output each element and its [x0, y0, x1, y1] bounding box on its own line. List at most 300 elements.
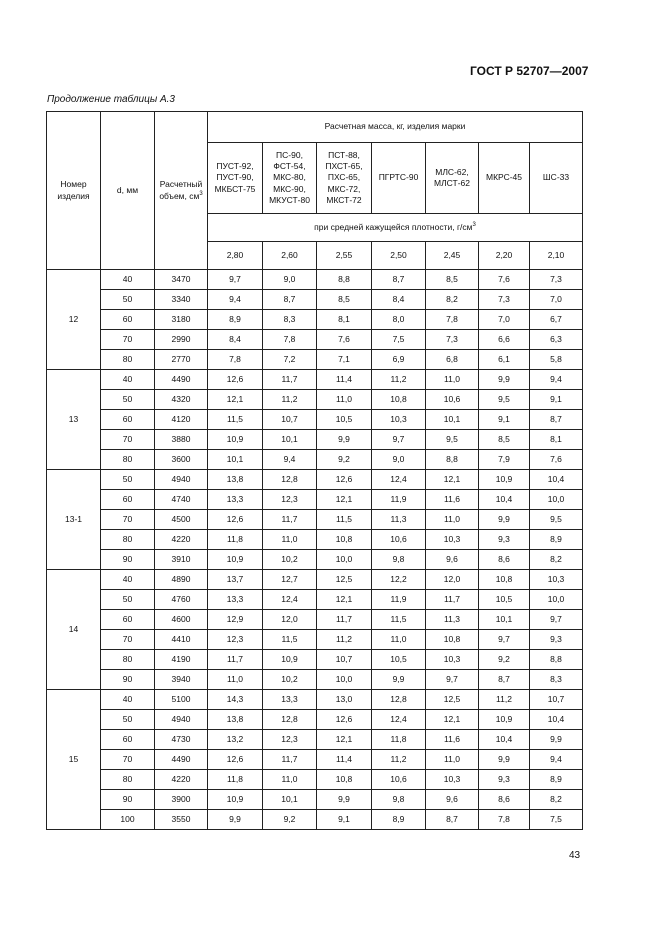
mass-cell: 12,4	[263, 590, 317, 610]
mass-cell: 10,4	[479, 730, 530, 750]
table-row	[47, 810, 583, 830]
mass-cell: 12,0	[263, 610, 317, 630]
mass-cell: 10,6	[372, 530, 426, 550]
table-row	[47, 590, 583, 610]
mass-cell: 9,2	[479, 650, 530, 670]
mass-cell: 8,7	[530, 410, 583, 430]
mass-cell: 9,9	[317, 790, 372, 810]
diameter-cell: 80	[101, 450, 155, 470]
volume-cell: 3900	[155, 790, 208, 810]
page-number: 43	[569, 850, 581, 861]
mass-cell: 12,5	[317, 570, 372, 590]
table-row	[47, 630, 583, 650]
mass-cell: 10,1	[479, 610, 530, 630]
mass-cell: 10,4	[530, 710, 583, 730]
table-caption: Продолжение таблицы А.3	[47, 94, 175, 105]
mass-cell: 12,1	[426, 470, 479, 490]
mass-cell: 12,9	[208, 610, 263, 630]
item-number-cell: 12	[47, 270, 101, 370]
mass-cell: 12,6	[208, 510, 263, 530]
mass-cell: 12,7	[263, 570, 317, 590]
mass-cell: 11,7	[263, 370, 317, 390]
mass-cell: 6,3	[530, 330, 583, 350]
table-row	[47, 690, 583, 710]
item-number-cell: 15	[47, 690, 101, 830]
mass-cell: 10,2	[263, 550, 317, 570]
volume-cell: 4940	[155, 470, 208, 490]
mass-cell: 11,0	[426, 370, 479, 390]
table-row	[47, 730, 583, 750]
mass-cell: 12,4	[372, 470, 426, 490]
mass-cell: 10,9	[263, 650, 317, 670]
diameter-cell: 40	[101, 570, 155, 590]
mass-cell: 5,8	[530, 350, 583, 370]
mass-cell: 7,9	[479, 450, 530, 470]
mass-cell: 7,3	[530, 270, 583, 290]
mass-cell: 9,5	[479, 390, 530, 410]
mass-cell: 11,5	[263, 630, 317, 650]
diameter-cell: 40	[101, 690, 155, 710]
mass-cell: 10,8	[372, 390, 426, 410]
diameter-cell: 50	[101, 290, 155, 310]
mass-cell: 12,6	[208, 750, 263, 770]
diameter-cell: 60	[101, 490, 155, 510]
item-number-cell: 13	[47, 370, 101, 470]
mass-cell: 9,0	[372, 450, 426, 470]
table-row	[47, 350, 583, 370]
mass-cell: 9,3	[479, 530, 530, 550]
mass-cell: 11,9	[372, 590, 426, 610]
mass-table	[46, 111, 583, 830]
mass-cell: 10,5	[372, 650, 426, 670]
mass-cell: 7,0	[479, 310, 530, 330]
mass-cell: 11,7	[426, 590, 479, 610]
diameter-cell: 50	[101, 590, 155, 610]
mass-cell: 13,8	[208, 710, 263, 730]
mass-cell: 10,6	[426, 390, 479, 410]
mark-header: ПСТ-88, ПХСТ-65, ПХС-65, МКС-72, МКСТ-72	[317, 143, 372, 214]
mark-header: МКРС-45	[479, 143, 530, 214]
mass-cell: 8,6	[479, 550, 530, 570]
mass-cell: 12,1	[426, 710, 479, 730]
diameter-cell: 90	[101, 670, 155, 690]
mass-cell: 8,4	[372, 290, 426, 310]
mass-cell: 7,6	[317, 330, 372, 350]
document-id: ГОСТ Р 52707—2007	[470, 64, 589, 78]
mass-cell: 10,5	[479, 590, 530, 610]
volume-cell: 2770	[155, 350, 208, 370]
mass-cell: 10,8	[317, 530, 372, 550]
mass-cell: 7,2	[263, 350, 317, 370]
mark-header: ПГРТС-90	[372, 143, 426, 214]
diameter-cell: 80	[101, 530, 155, 550]
mass-cell: 9,4	[263, 450, 317, 470]
mass-cell: 12,5	[426, 690, 479, 710]
mass-cell: 9,3	[530, 630, 583, 650]
mass-cell: 12,1	[317, 730, 372, 750]
mass-cell: 10,3	[530, 570, 583, 590]
density-value: 2,50	[372, 242, 426, 270]
mass-cell: 9,9	[479, 370, 530, 390]
mass-cell: 12,4	[372, 710, 426, 730]
volume-cell: 3470	[155, 270, 208, 290]
mass-cell: 11,5	[208, 410, 263, 430]
density-value: 2,45	[426, 242, 479, 270]
mass-cell: 11,0	[317, 390, 372, 410]
mass-cell: 12,3	[263, 490, 317, 510]
mass-cell: 6,1	[479, 350, 530, 370]
mass-cell: 13,3	[208, 490, 263, 510]
table-row	[47, 610, 583, 630]
mass-cell: 12,8	[372, 690, 426, 710]
table-row	[47, 370, 583, 390]
diameter-cell: 70	[101, 750, 155, 770]
mass-cell: 6,9	[372, 350, 426, 370]
mass-cell: 10,3	[426, 650, 479, 670]
mass-cell: 9,4	[208, 290, 263, 310]
volume-cell: 3340	[155, 290, 208, 310]
mass-cell: 9,4	[530, 370, 583, 390]
mass-cell: 11,2	[372, 750, 426, 770]
diameter-cell: 90	[101, 550, 155, 570]
mass-cell: 8,5	[426, 270, 479, 290]
diameter-cell: 60	[101, 410, 155, 430]
table-row	[47, 710, 583, 730]
col-header-volume: Расчетный объем, $см^3$	[155, 112, 208, 270]
mass-cell: 6,6	[479, 330, 530, 350]
table-row	[47, 490, 583, 510]
volume-cell: 3180	[155, 310, 208, 330]
mass-cell: 7,5	[372, 330, 426, 350]
table-row	[47, 310, 583, 330]
mark-header: МЛС-62, МЛСТ-62	[426, 143, 479, 214]
mass-cell: 9,1	[479, 410, 530, 430]
table-row	[47, 390, 583, 410]
mass-cell: 8,7	[263, 290, 317, 310]
mass-cell: 9,2	[263, 810, 317, 830]
mass-cell: 10,0	[530, 490, 583, 510]
mass-title: Расчетная масса, кг, изделия марки	[208, 112, 583, 143]
mass-cell: 10,9	[208, 790, 263, 810]
mass-cell: 7,6	[479, 270, 530, 290]
table-row	[47, 550, 583, 570]
diameter-cell: 80	[101, 650, 155, 670]
volume-cell: 4490	[155, 370, 208, 390]
mass-cell: 9,8	[372, 550, 426, 570]
mass-cell: 11,4	[317, 370, 372, 390]
table-row	[47, 570, 583, 590]
mass-cell: 12,1	[317, 590, 372, 610]
volume-cell: 4410	[155, 630, 208, 650]
mass-cell: 11,7	[263, 750, 317, 770]
mass-cell: 13,3	[208, 590, 263, 610]
mass-cell: 8,8	[530, 650, 583, 670]
diameter-cell: 70	[101, 510, 155, 530]
mass-cell: 10,9	[208, 430, 263, 450]
item-number-cell: 14	[47, 570, 101, 690]
diameter-cell: 60	[101, 310, 155, 330]
mass-cell: 10,4	[479, 490, 530, 510]
mass-cell: 11,2	[479, 690, 530, 710]
mass-cell: 9,5	[426, 430, 479, 450]
mass-cell: 10,9	[479, 470, 530, 490]
mass-cell: 9,9	[372, 670, 426, 690]
mass-cell: 10,8	[317, 770, 372, 790]
mass-cell: 10,9	[479, 710, 530, 730]
mass-cell: 10,0	[530, 590, 583, 610]
volume-cell: 4320	[155, 390, 208, 410]
table-row	[47, 770, 583, 790]
mass-cell: 9,9	[317, 430, 372, 450]
mass-cell: 11,0	[426, 510, 479, 530]
diameter-cell: 80	[101, 770, 155, 790]
mass-cell: 6,7	[530, 310, 583, 330]
mass-cell: 9,4	[530, 750, 583, 770]
mass-cell: 8,9	[530, 770, 583, 790]
mass-cell: 10,3	[426, 530, 479, 550]
mass-cell: 9,6	[426, 790, 479, 810]
mass-cell: 7,3	[426, 330, 479, 350]
mass-cell: 12,1	[317, 490, 372, 510]
volume-cell: 4890	[155, 570, 208, 590]
mass-cell: 9,7	[208, 270, 263, 290]
volume-cell: 4730	[155, 730, 208, 750]
mass-cell: 7,8	[263, 330, 317, 350]
volume-cell: 3600	[155, 450, 208, 470]
table-header	[47, 112, 583, 270]
mass-cell: 8,0	[372, 310, 426, 330]
mass-cell: 11,2	[317, 630, 372, 650]
mass-cell: 8,5	[317, 290, 372, 310]
diameter-cell: 40	[101, 270, 155, 290]
volume-cell: 4760	[155, 590, 208, 610]
mass-cell: 11,2	[372, 370, 426, 390]
volume-cell: 4220	[155, 530, 208, 550]
table-row	[47, 530, 583, 550]
mass-cell: 10,4	[530, 470, 583, 490]
mass-cell: 9,8	[372, 790, 426, 810]
mass-cell: 8,1	[530, 430, 583, 450]
mass-cell: 11,6	[426, 730, 479, 750]
mass-cell: 8,9	[372, 810, 426, 830]
table-row	[47, 430, 583, 450]
density-value: 2,10	[530, 242, 583, 270]
mass-cell: 10,6	[372, 770, 426, 790]
diameter-cell: 70	[101, 430, 155, 450]
mark-header: ПС-90, ФСТ-54, МКС-80, МКС-90, МКУСТ-80	[263, 143, 317, 214]
mass-cell: 11,0	[263, 530, 317, 550]
col-header-d: d, мм	[101, 112, 155, 270]
mass-cell: 8,8	[317, 270, 372, 290]
mass-cell: 8,3	[263, 310, 317, 330]
table-row	[47, 510, 583, 530]
mass-cell: 10,5	[317, 410, 372, 430]
mass-cell: 11,6	[426, 490, 479, 510]
mass-cell: 10,8	[479, 570, 530, 590]
mass-cell: 8,3	[530, 670, 583, 690]
volume-cell: 4940	[155, 710, 208, 730]
mass-cell: 9,7	[426, 670, 479, 690]
mass-cell: 13,0	[317, 690, 372, 710]
mass-cell: 9,6	[426, 550, 479, 570]
volume-cell: 3910	[155, 550, 208, 570]
mass-cell: 10,0	[317, 670, 372, 690]
mass-cell: 13,8	[208, 470, 263, 490]
table-row	[47, 330, 583, 350]
mass-cell: 10,1	[263, 430, 317, 450]
density-value: 2,80	[208, 242, 263, 270]
mass-cell: 10,2	[263, 670, 317, 690]
mass-cell: 8,8	[426, 450, 479, 470]
mass-cell: 10,9	[208, 550, 263, 570]
mass-cell: 11,7	[263, 510, 317, 530]
table-row	[47, 670, 583, 690]
mass-cell: 10,1	[208, 450, 263, 470]
mass-cell: 9,9	[479, 510, 530, 530]
mass-cell: 8,5	[479, 430, 530, 450]
table-row	[47, 290, 583, 310]
mass-cell: 7,5	[530, 810, 583, 830]
mass-cell: 13,2	[208, 730, 263, 750]
mass-cell: 10,3	[372, 410, 426, 430]
mass-cell: 8,7	[426, 810, 479, 830]
mass-cell: 10,0	[317, 550, 372, 570]
mass-cell: 11,4	[317, 750, 372, 770]
volume-cell: 3550	[155, 810, 208, 830]
mass-cell: 9,9	[479, 750, 530, 770]
table-row	[47, 270, 583, 290]
density-value: 2,20	[479, 242, 530, 270]
mass-cell: 10,1	[263, 790, 317, 810]
mass-cell: 11,2	[263, 390, 317, 410]
diameter-cell: 70	[101, 330, 155, 350]
mass-cell: 12,3	[208, 630, 263, 650]
mass-cell: 11,0	[372, 630, 426, 650]
diameter-cell: 50	[101, 470, 155, 490]
diameter-cell: 100	[101, 810, 155, 830]
mass-cell: 11,7	[208, 650, 263, 670]
volume-cell: 4220	[155, 770, 208, 790]
mass-cell: 12,6	[317, 710, 372, 730]
volume-cell: 4740	[155, 490, 208, 510]
diameter-cell: 50	[101, 710, 155, 730]
mass-cell: 9,5	[530, 510, 583, 530]
mass-cell: 9,9	[530, 730, 583, 750]
mass-cell: 11,5	[317, 510, 372, 530]
table-row	[47, 650, 583, 670]
mass-cell: 7,8	[426, 310, 479, 330]
volume-cell: 4500	[155, 510, 208, 530]
volume-cell: 4600	[155, 610, 208, 630]
density-value: 2,60	[263, 242, 317, 270]
mass-cell: 9,7	[372, 430, 426, 450]
density-value: 2,55	[317, 242, 372, 270]
mass-cell: 7,1	[317, 350, 372, 370]
mass-cell: 8,9	[208, 310, 263, 330]
mass-cell: 12,3	[263, 730, 317, 750]
mass-cell: 10,7	[317, 650, 372, 670]
mass-cell: 14,3	[208, 690, 263, 710]
mass-cell: 12,2	[372, 570, 426, 590]
diameter-cell: 70	[101, 630, 155, 650]
mass-cell: 12,6	[317, 470, 372, 490]
mass-cell: 10,3	[426, 770, 479, 790]
mass-cell: 9,1	[317, 810, 372, 830]
density-label: при средней кажущейся плотности, $г/см^3$	[208, 214, 583, 242]
mass-cell: 7,8	[479, 810, 530, 830]
mass-cell: 7,3	[479, 290, 530, 310]
mass-cell: 8,7	[479, 670, 530, 690]
mass-cell: 9,0	[263, 270, 317, 290]
diameter-cell: 60	[101, 610, 155, 630]
mass-cell: 8,1	[317, 310, 372, 330]
mass-cell: 11,5	[372, 610, 426, 630]
mass-cell: 12,0	[426, 570, 479, 590]
mass-cell: 11,0	[426, 750, 479, 770]
mark-header: ПУСТ-92, ПУСТ-90, МКБСТ-75	[208, 143, 263, 214]
mass-cell: 10,8	[426, 630, 479, 650]
mass-cell: 11,3	[426, 610, 479, 630]
diameter-cell: 50	[101, 390, 155, 410]
mass-cell: 11,9	[372, 490, 426, 510]
volume-cell: 3880	[155, 430, 208, 450]
volume-cell: 4120	[155, 410, 208, 430]
volume-cell: 5100	[155, 690, 208, 710]
mass-cell: 8,4	[208, 330, 263, 350]
mass-cell: 11,3	[372, 510, 426, 530]
volume-cell: 3940	[155, 670, 208, 690]
table-body	[47, 270, 583, 830]
mass-cell: 8,6	[479, 790, 530, 810]
mass-cell: 13,3	[263, 690, 317, 710]
item-number-cell: 13-1	[47, 470, 101, 570]
table-row	[47, 410, 583, 430]
mass-cell: 11,8	[372, 730, 426, 750]
diameter-cell: 90	[101, 790, 155, 810]
mass-cell: 7,8	[208, 350, 263, 370]
mass-cell: 11,0	[208, 670, 263, 690]
mass-cell: 8,9	[530, 530, 583, 550]
mass-cell: 11,8	[208, 770, 263, 790]
mass-cell: 11,8	[208, 530, 263, 550]
volume-cell: 4490	[155, 750, 208, 770]
mass-cell: 13,7	[208, 570, 263, 590]
mass-cell: 10,1	[426, 410, 479, 430]
table-row	[47, 750, 583, 770]
mass-cell: 10,7	[263, 410, 317, 430]
mass-cell: 9,1	[530, 390, 583, 410]
table-row	[47, 470, 583, 490]
mass-cell: 12,8	[263, 710, 317, 730]
mass-cell: 12,6	[208, 370, 263, 390]
mass-cell: 9,2	[317, 450, 372, 470]
mass-cell: 9,9	[208, 810, 263, 830]
volume-cell: 4190	[155, 650, 208, 670]
mass-cell: 8,7	[372, 270, 426, 290]
mass-cell: 7,0	[530, 290, 583, 310]
mass-cell: 9,7	[479, 630, 530, 650]
mass-cell: 8,2	[530, 790, 583, 810]
mass-cell: 7,6	[530, 450, 583, 470]
mass-cell: 8,2	[426, 290, 479, 310]
diameter-cell: 40	[101, 370, 155, 390]
mass-cell: 11,0	[263, 770, 317, 790]
col-header-item: Номер изделия	[47, 112, 101, 270]
mass-cell: 9,7	[530, 610, 583, 630]
volume-cell: 2990	[155, 330, 208, 350]
mark-header: ШС-33	[530, 143, 583, 214]
mass-cell: 12,1	[208, 390, 263, 410]
